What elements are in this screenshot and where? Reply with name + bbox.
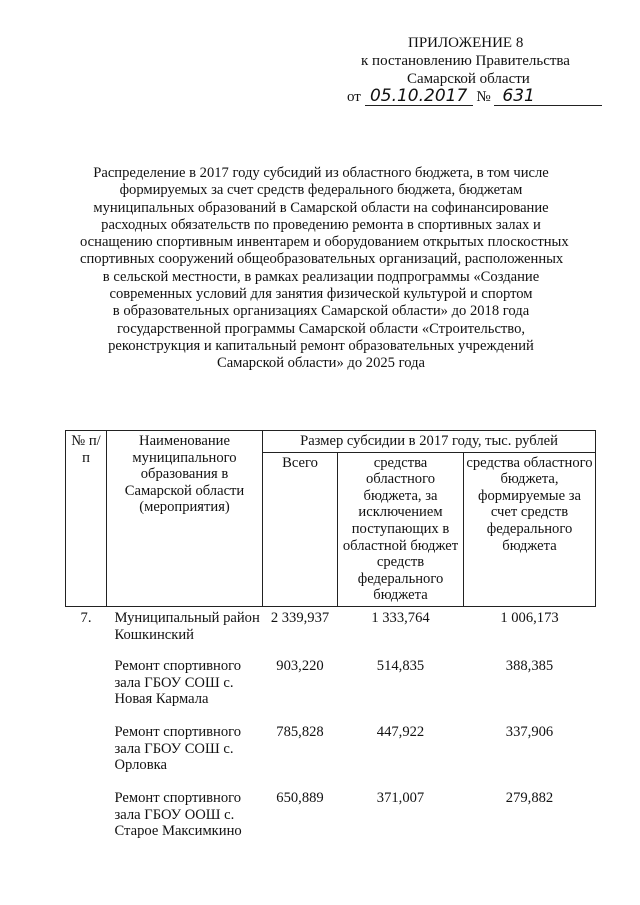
header-regional-funds: средства областного бюджета, за исключением поступающих в областной бюджет средств федерального бюджета — [338, 452, 464, 606]
cell-number — [66, 658, 107, 724]
cell-regional: 447,922 — [376, 723, 425, 740]
date-prefix: от — [347, 89, 361, 105]
table-row — [66, 724, 596, 790]
cell-name: Муниципальный район Кошкинский — [114, 609, 260, 643]
cell-number — [66, 724, 107, 790]
cell-total: 785,828 — [276, 723, 324, 740]
table-row — [66, 790, 596, 856]
appendix-date-number-line — [347, 88, 602, 106]
cell-federal: 279,882 — [505, 789, 554, 806]
header-number: № п/п — [66, 431, 107, 607]
heading-line: современных условий для занятия физической культурой и спортом — [109, 286, 533, 303]
cell-regional: 371,007 — [376, 789, 425, 806]
handwritten-date: 05.10.2017 — [365, 88, 473, 106]
header-subsidy-size: Размер субсидии в 2017 году, тыс. рублей — [263, 431, 596, 453]
appendix-region-line: Самарской области — [407, 71, 530, 87]
document-heading — [80, 165, 569, 373]
cell-number: 7. — [80, 609, 92, 626]
cell-total: 650,889 — [276, 789, 324, 806]
header-total: Всего — [263, 452, 338, 606]
heading-line: Распределение в 2017 году субсидий из областного бюджета, в том числе — [93, 165, 549, 181]
heading-line: в сельской местности, в рамках реализации подпрограммы «Создание — [102, 268, 540, 285]
handwritten-number: 631 — [494, 88, 602, 106]
cell-name: Ремонт спортивного зала ГБОУ СОШ с. Орловка — [114, 723, 242, 774]
cell-federal: 337,906 — [505, 723, 554, 740]
cell-federal: 388,385 — [505, 657, 554, 674]
heading-line: формируемых за счет средств федерального бюджета, бюджетам — [119, 182, 523, 199]
heading-line: муниципальных образований в Самарской области на софинансирование — [93, 199, 549, 216]
header-federal-funds: средства областного бюджета, формируемые за счет средств федерального бюджета — [464, 452, 596, 606]
cell-number — [66, 790, 107, 856]
cell-total: 903,220 — [276, 657, 324, 674]
table-row — [66, 658, 596, 724]
heading-line: спортивных сооружений общеобразовательных организаций, расположенных — [80, 251, 564, 268]
heading-line: Самарской области» до 2025 года — [216, 355, 426, 372]
cell-total: 2 339,937 — [270, 609, 330, 626]
heading-line: расходных обязательств по проведению ремонта в спортивных залах и — [101, 216, 541, 233]
cell-regional: 1 333,764 — [371, 609, 430, 626]
table-row — [66, 606, 596, 658]
cell-name: Ремонт спортивного зала ГБОУ ООШ с. Старое Максимкино — [114, 789, 242, 840]
appendix-resolution-line: к постановлению Правительства — [361, 53, 570, 69]
number-prefix: № — [476, 89, 491, 105]
cell-federal: 1 006,173 — [500, 609, 559, 626]
heading-line: государственной программы Самарской области «Строительство, — [116, 320, 526, 337]
appendix-title: ПРИЛОЖЕНИЕ 8 — [408, 35, 524, 51]
subsidy-table — [65, 430, 596, 856]
heading-line: реконструкция и капитальный ремонт образовательных учреждений — [108, 337, 534, 354]
cell-name: Ремонт спортивного зала ГБОУ СОШ с. Новая Кармала — [114, 657, 242, 708]
heading-line: оснащению спортивным инвентарем и оборудованием открытых плоскостных — [80, 234, 569, 251]
header-municipality: Наименование муниципального образования в Самарской области (мероприятия) — [107, 431, 263, 607]
cell-regional: 514,835 — [376, 657, 425, 674]
heading-line: в образовательных организациях Самарской области» до 2018 года — [112, 303, 530, 320]
